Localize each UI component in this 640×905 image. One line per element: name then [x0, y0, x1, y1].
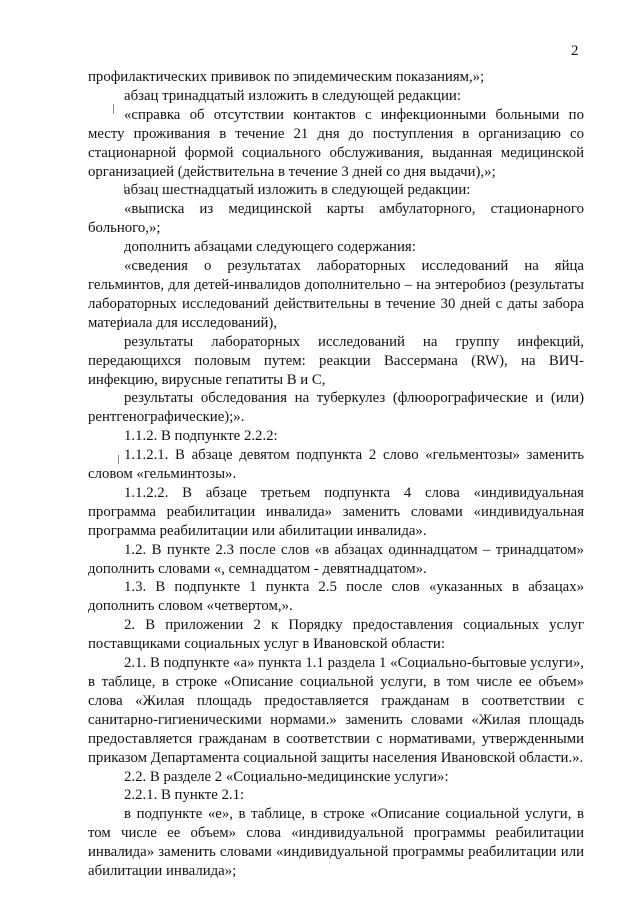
paragraph: абзац шестнадцатый изложить в следующей редакции: — [124, 182, 471, 199]
paragraph: «сведения о результатах лабораторных исследований на яйца гельминтов, для детей-инвалидов дополнительно – на энтеробиоз (результаты лабораторных исследований действительны в течение 30 дней с даты забора материала для исследований), — [88, 258, 584, 331]
paragraph: результаты обследования на туберкулез (флюорографические и (или) рентгенографические);». — [88, 390, 584, 426]
document-body — [88, 68, 584, 881]
paragraph: «справка об отсутствии контактов с инфекционными больными по месту проживания в течение 21 дня до поступления в организацию со стационарной формой социального обслуживания, выданная медицинской организацией (действительна в течение 3 дней со дня выдачи),»; — [88, 106, 584, 180]
paragraph: абзац тринадцатый изложить в следующей редакции: — [124, 87, 461, 104]
paragraph: «выписка из медицинской карты амбулаторного, стационарного больного,»; — [88, 201, 584, 237]
paragraph: 2. В приложении 2 к Порядку предоставления социальных услуг поставщиками социальных услуг в Ивановской области: — [88, 617, 584, 653]
paragraph: 1.1.2. В подпункте 2.2.2: — [124, 428, 278, 445]
paragraph: 1.2. В пункте 2.3 после слов «в абзацах одиннадцатом – тринадцатом» дополнить словами «, семнадцатом - девятнадцатом». — [88, 541, 584, 577]
paragraph: дополнить абзацами следующего содержания: — [124, 239, 416, 256]
paragraph: в подпункте «е», в таблице, в строке «Описание социальной услуги, в том числе ее объем» слова «индивидуальной программы реабилитации инвалида» заменить словами «индивидуальной программы реабилитации или абилитации инвалида»; — [88, 806, 584, 880]
paragraph: 1.3. В подпункте 1 пункта 2.5 после слов «указанных в абзацах» дополнить словом «четвертом,». — [88, 579, 584, 615]
page-number: 2 — [571, 43, 579, 59]
paragraph: 2.1. В подпункте «а» пункта 1.1 раздела 1 «Социально-бытовые услуги», в таблице, в строке «Описание социальной услуги, в том числе ее объем» слова «Жилая площадь предоставляется гражданам в соответствии с санитарно-гигиеническими нормами.» заменить словами «Жилая площадь предоставляется гражданам в соответствии с нормативами, утвержденными приказом Департамента социальной защиты населения Ивановской области.». — [88, 655, 584, 766]
paragraph: 2.2.1. В пункте 2.1: — [124, 787, 245, 804]
paragraph: 1.1.2.1. В абзаце девятом подпункта 2 слово «гельментозы» заменить словом «гельминтозы». — [88, 447, 584, 483]
paragraph: результаты лабораторных исследований на группу инфекций, передающихся половым путем: реакции Вассермана (RW), на ВИЧ-инфекцию, вирусные гепатиты В и С, — [88, 333, 584, 388]
paragraph: профилактических прививок по эпидемическим показаниям,»; — [88, 69, 485, 85]
paragraph: 1.1.2.2. В абзаце третьем подпункта 4 слова «индивидуальная программа реабилитации инвалида» заменить словами «индивидуальная программа реабилитации или абилитации инвалида». — [88, 484, 584, 539]
paragraph: 2.2. В разделе 2 «Социально-медицинские услуги»: — [124, 768, 449, 785]
